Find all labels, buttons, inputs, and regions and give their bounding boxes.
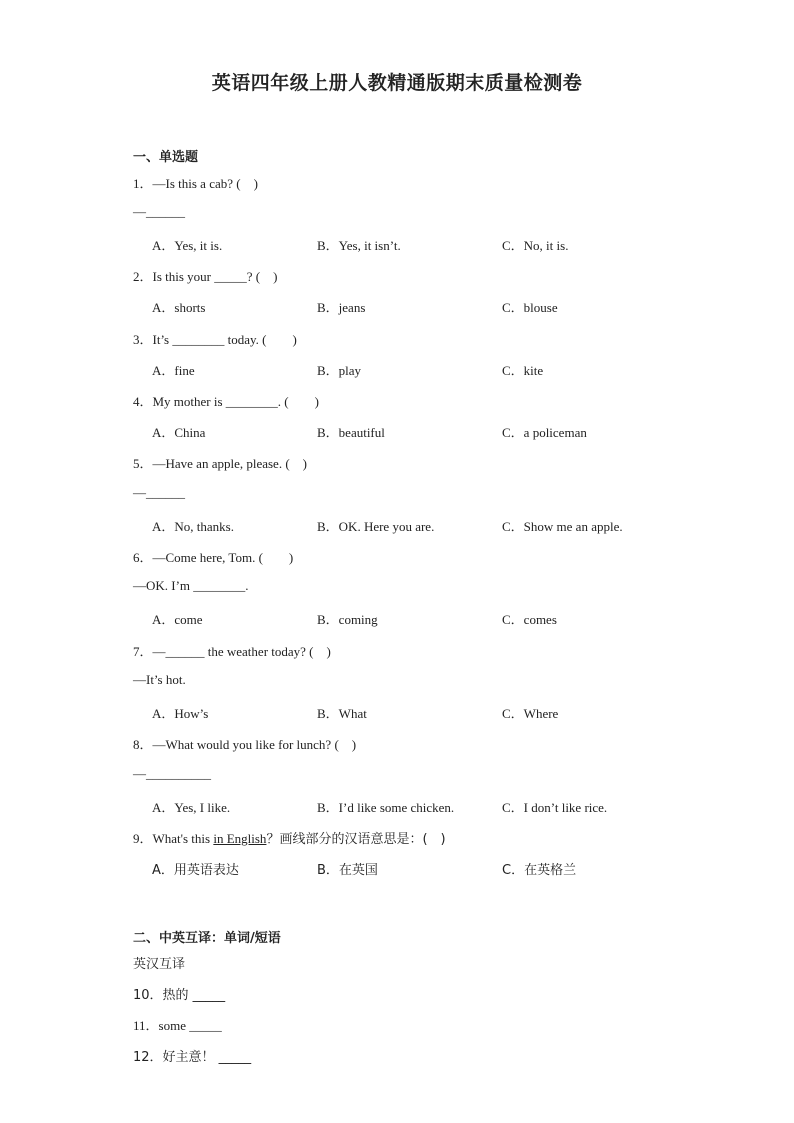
question-8-stem: 8．—What would you like for lunch? ( )	[133, 737, 357, 752]
question-11: 11．some _____	[133, 1018, 222, 1033]
question-9-stem	[133, 828, 446, 847]
question-6-answer-line: —OK. I’m ________.	[133, 578, 249, 593]
question-7-option-c[interactable]: C．Where	[502, 706, 559, 721]
question-7-stem: 7．—______ the weather today? ( )	[133, 644, 331, 659]
question-5-option-c[interactable]: C．Show me an apple.	[502, 519, 623, 534]
question-2-stem: 2．Is this your _____? ( )	[133, 269, 278, 284]
question-10: 10．热的 _____	[133, 988, 226, 1003]
question-1-answer-line: —______	[133, 204, 185, 219]
page-title: 英语四年级上册人教精通版期末质量检测卷	[211, 72, 583, 94]
question-1-option-c[interactable]: C．No, it is.	[502, 238, 569, 253]
question-6-option-c[interactable]: C．comes	[502, 612, 557, 627]
question-5-option-a[interactable]: A．No, thanks.	[152, 519, 234, 534]
question-4-option-a[interactable]: A．China	[152, 425, 206, 440]
section-heading-single-choice: 一、单选题	[133, 150, 199, 165]
question-3-stem: 3．It’s ________ today. ( )	[133, 332, 297, 347]
question-9-stem-before: 9．What's this	[133, 831, 214, 846]
question-8-option-b[interactable]: B．I’d like some chicken.	[317, 800, 455, 815]
question-3-option-a[interactable]: A．fine	[152, 363, 195, 378]
question-8-option-a[interactable]: A．Yes, I like.	[152, 800, 231, 815]
question-2-option-c[interactable]: C．blouse	[502, 300, 558, 315]
question-6-option-a[interactable]: A．come	[152, 612, 203, 627]
question-1-option-a[interactable]: A．Yes, it is.	[152, 238, 223, 253]
question-6-option-b[interactable]: B．coming	[317, 612, 378, 627]
question-7-answer-line: —It’s hot.	[133, 672, 186, 687]
question-5-stem: 5．—Have an apple, please. ( )	[133, 456, 307, 471]
question-1-stem: 1．—Is this a cab? ( )	[133, 176, 258, 191]
question-9-option-a[interactable]: A．用英语表达	[152, 863, 239, 878]
question-8-answer-line: —__________	[133, 766, 211, 781]
section-heading-translation: 二、中英互译：单词/短语	[133, 931, 281, 946]
question-4-option-c[interactable]: C．a policeman	[502, 425, 587, 440]
question-4-option-b[interactable]: B．beautiful	[317, 425, 385, 440]
question-6-stem: 6．—Come here, Tom. ( )	[133, 550, 294, 565]
question-3-option-c[interactable]: C．kite	[502, 363, 544, 378]
question-5-answer-line: —______	[133, 485, 185, 500]
question-1-option-b[interactable]: B．Yes, it isn’t.	[317, 238, 401, 253]
section-2-instruction: 英汉互译	[133, 957, 186, 972]
question-3-option-b[interactable]: B．play	[317, 363, 362, 378]
question-7-option-a[interactable]: A．How’s	[152, 706, 209, 721]
question-5-option-b[interactable]: B．OK. Here you are.	[317, 519, 435, 534]
question-4-stem: 4．My mother is ________. ( )	[133, 394, 319, 409]
question-9-underlined-phrase: in English	[213, 831, 267, 846]
question-2-option-a[interactable]: A．shorts	[152, 300, 206, 315]
question-9-option-c[interactable]: C．在英格兰	[502, 863, 577, 878]
question-7-option-b[interactable]: B．What	[317, 706, 367, 721]
question-12: 12．好主意！ _____	[133, 1050, 252, 1065]
question-9-option-b[interactable]: B．在英国	[317, 863, 378, 878]
question-8-option-c[interactable]: C．I don’t like rice.	[502, 800, 608, 815]
question-2-option-b[interactable]: B．jeans	[317, 300, 366, 315]
question-9-stem-after: ？画线部分的汉语意思是：( )	[266, 832, 446, 847]
